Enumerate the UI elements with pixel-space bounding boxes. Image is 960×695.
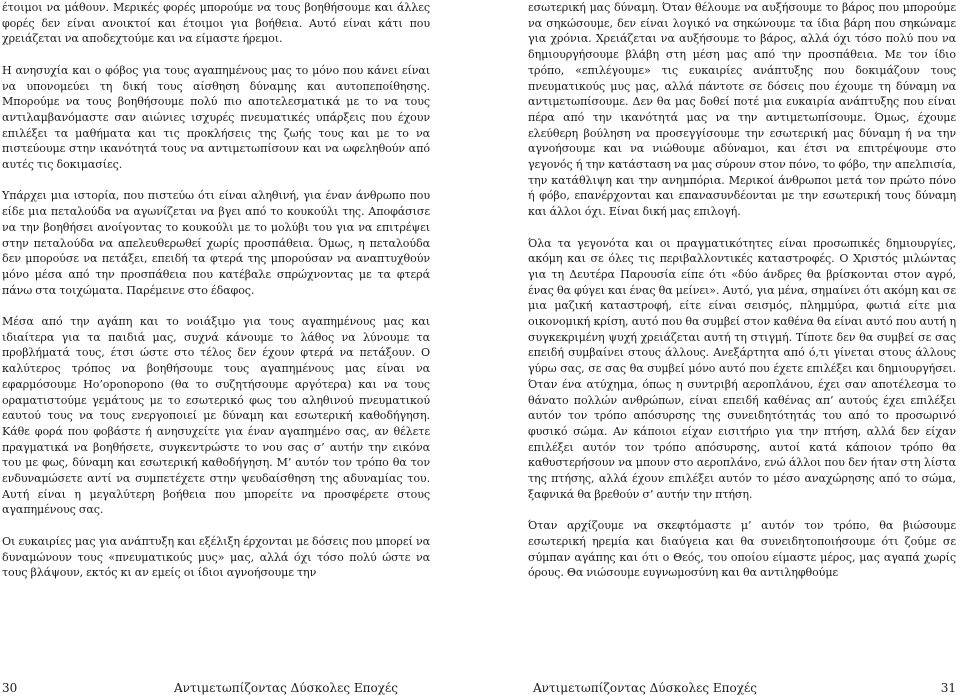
right-paragraph-3: Όταν αρχίζουμε να σκεφτόμαστε μ’ αυτόν τον τρόπο, θα βιώσουμε εσωτερική ηρεμία και διαύγεια και θα συνειδητοποιήσουμε ότι ζούμε σε σύμπαν αγάπης και ότι ο Θεός, του οποίου είμαστε μέρος, μας αγαπά χωρίς όρους. Θα νιώσουμε ευγνωμοσύνη και θα αντιληφθούμε [528,519,956,580]
left-page-body [2,0,430,660]
running-title: Αντιμετωπίζοντας Δύσκολες Εποχές [533,681,757,695]
left-paragraph-3: Υπάρχει μια ιστορία, που πιστεύω ότι είναι αληθινή, για έναν άνθρωπο που είδε μια πεταλούδα να αγωνίζεται να βγει από το κουκούλι της. Αποφάσισε να την βοηθήσει ανοίγοντας το κουκούλι με το μολύβι του για να επιτρέψει στην πεταλούδα να απελευθερωθεί χωρίς προσπάθεια. Όμως, η πεταλούδα δεν μπορούσε να πετάξει, επειδή τα φτερά της μπορούσαν να αναπτυχθούν μόνο μέσα από την προσπάθεια που κατέβαλε σπρώχνοντας με τα φτερά πάνω στα τοιχώματα. Παρέμεινε στο έδαφος. [2,189,430,297]
left-paragraph-4: Μέσα από την αγάπη και το νοιάξιμο για τους αγαπημένους μας και ιδιαίτερα για τα παιδιά μας, συχνά κάνουμε το λάθος να λύνουμε τα προβλήματά τους, έτσι ώστε στο τέλος δεν έχουν φτερά να πετάξουν. Ο καλύτερος τρόπος να βοηθήσουμε τους αγαπημένους μας είναι να εφαρμόσουμε Ho’oponopono (θα το συζητήσουμε αργότερα) και να τους οραματιστούμε γεμάτους με το εσωτερικό φως του αληθινού πνευματικού εαυτού τους να τους ενεργοποιεί με δύναμη και εσωτερική καθοδήγηση. Κάθε φορά που φοβάστε ή ανησυχείτε για έναν αγαπημένο σας, αν θέλετε πραγματικά να βοηθήσετε, συγκεντρώστε το νου σας σ’ αυτήν την εικόνα του με φως, δύναμη και εσωτερική καθοδήγηση. Μ’ αυτόν τον τρόπο θα τον ενδυναμώσετε αντί να συμπετέχετε στην ψευδαίσθηση της αδυναμίας του. Αυτή είναι η μεγαλύτερη βοήθεια που μπορείτε να προσφέρετε στους αγαπημένους σας. [2,315,430,517]
left-paragraph-1: έτοιμοι να μάθουν. Μερικές φορές μπορούμε να τους βοηθήσουμε και άλλες φορές δεν είναι ανοικτοί και έτοιμοι για βοήθεια. Αυτό είναι κάτι που χρειάζεται να αποδεχτούμε και να είμαστε ήρεμοι. [2,1,430,46]
left-paragraph-2: Η ανησυχία και ο φόβος για τους αγαπημένους μας το μόνο που κάνει είναι να υπονομεύει τη δική τους αίσθηση δύναμης και αυτοπεποίθησης. Μπορούμε να τους βοηθήσουμε πολύ πιο αποτελεσματικά με το να τους αντιλαμβανόμαστε σαν αιώνιες ισχυρές πνευματικές υπάρξεις που έχουν επιλέξει τα μαθήματα και τις προκλήσεις της ζωής τους και με το να πιστεύουμε στην ικανότητά τους να αντιμετωπίσουν και να ωφεληθούν από αυτές τις δοκιμασίες. [2,63,430,172]
right-paragraph-1: εσωτερική μας δύναμη. Όταν θέλουμε να αυξήσουμε το βάρος που μπορούμε να σηκώσουμε, δεν είναι λογικό να σηκώνουμε τα ίδια βάρη που σηκώναμε για χρόνια. Χρειάζεται να αυξήσουμε το βάρος, αλλά όχι τόσο πολύ που να δημιουργήσουμε βλάβη στη μέση μας από την προσπάθεια. Με τον ίδιο τρόπο, «επιλέγουμε» τις ευκαιρίες ανάπτυξης που δοκιμάζουν τους πνευματικούς μυς μας, αλλά πάντοτε σε δόσεις που έχουμε τη δύναμη να αντιμετωπίσουμε. Δεν θα μας δοθεί ποτέ μια ευκαιρία ανάπτυξης που είναι πέρα από την ικανότητά μας να την αντιμετωπίσουμε. Όμως, έχουμε ελεύθερη βούληση να προσεγγίσουμε την εσωτερική μας δύναμη ή να την αγνοήσουμε και να νιώθουμε αδύναμοι, και έτσι να επιτρέψουμε στο γεγονός ή την κατάσταση να μας σύρουν στον πόνο, το φόβο, την απελπισία, την κατάθλιψη και την ανημπόρια. Μερικοί άνθρωποι μετά τον πρώτο πόνο ή φόβο, επανέρχονται και επανασυνδέονται με την εσωτερική τους δύναμη και άλλοι όχι. Είναι δική μας επιλογή. [528,1,956,219]
right-paragraph-2: Όλα τα γεγονότα και οι πραγματικότητες είναι προσωπικές δημιουργίες, ακόμη και σε όλες τις περιβαλλοντικές καταστροφές. Ο Χριστός μιλώντας για τη Δευτέρα Παρουσία είπε ότι «δύο άνδρες θα βρίσκονται στον αγρό, ένας θα φύγει και ένας θα μείνει». Αυτό, για μένα, σημαίνει ότι ακόμη και σε μια μαζική καταστροφή, είτε είναι σεισμός, πλημμύρα, φωτιά είτε μια οικονομική κρίση, αυτό που θα συμβεί στον καθένα θα είναι αυτό που αυτή η συγκεκριμένη ψυχή χρειάζεται αυτή τη στιγμή. Τίποτε δεν θα συμβεί σε σας επειδή συμβαίνει στους άλλους. Ανεξάρτητα από ό,τι γίνεται στους άλλους γύρω σας, σε σας θα συμβεί μόνο αυτό που έχετε επιλέξει και δημιουργήσει. Όταν ένα ατύχημα, όπως η συντριβή αεροπλάνου, έχει σαν αποτέλεσμα το θάνατο πολλών ανθρώπων, είναι επειδή καθένας απ’ αυτούς έχει επιλέξει αυτόν τον τρόπο απόσυρσης της συνειδητότητάς του από το προσωρινό φυσικό σώμα. Αν κάποιοι είχαν εισιτήριο για την πτήση, αλλά δεν είχαν επιλέξει αυτόν τον τρόπο απόσυρσης, αυτοί κατά κάποιον τρόπο θα καθυστερήσουν να μπουν στο αεροπλάνο, ενώ άλλοι που δεν ήταν στη λίστα της πτήσης, αλλά έχουν επιλέξει αυτόν το μέσο αναχώρησης από το σώμα, ξαφνικά θα βρεθούν σ’ αυτήν την πτήση. [528,236,956,501]
page-number: 30 [2,681,18,695]
page-number: 31 [940,681,956,695]
right-page-body [528,0,956,660]
running-title: Αντιμετωπίζοντας Δύσκολες Εποχές [174,681,398,695]
left-page [2,0,430,695]
right-page [528,0,956,695]
left-paragraph-5: Οι ευκαιρίες μας για ανάπτυξη και εξέλιξη έρχονται με δόσεις που μπορεί να δυναμώνουν τους «πνευματικούς μυς» μας, αλλά όχι τόσο πολύ ώστε να τους βλάψουν, εκτός κι αν εμείς οι ίδιοι αγνοήσουμε την [2,534,430,580]
